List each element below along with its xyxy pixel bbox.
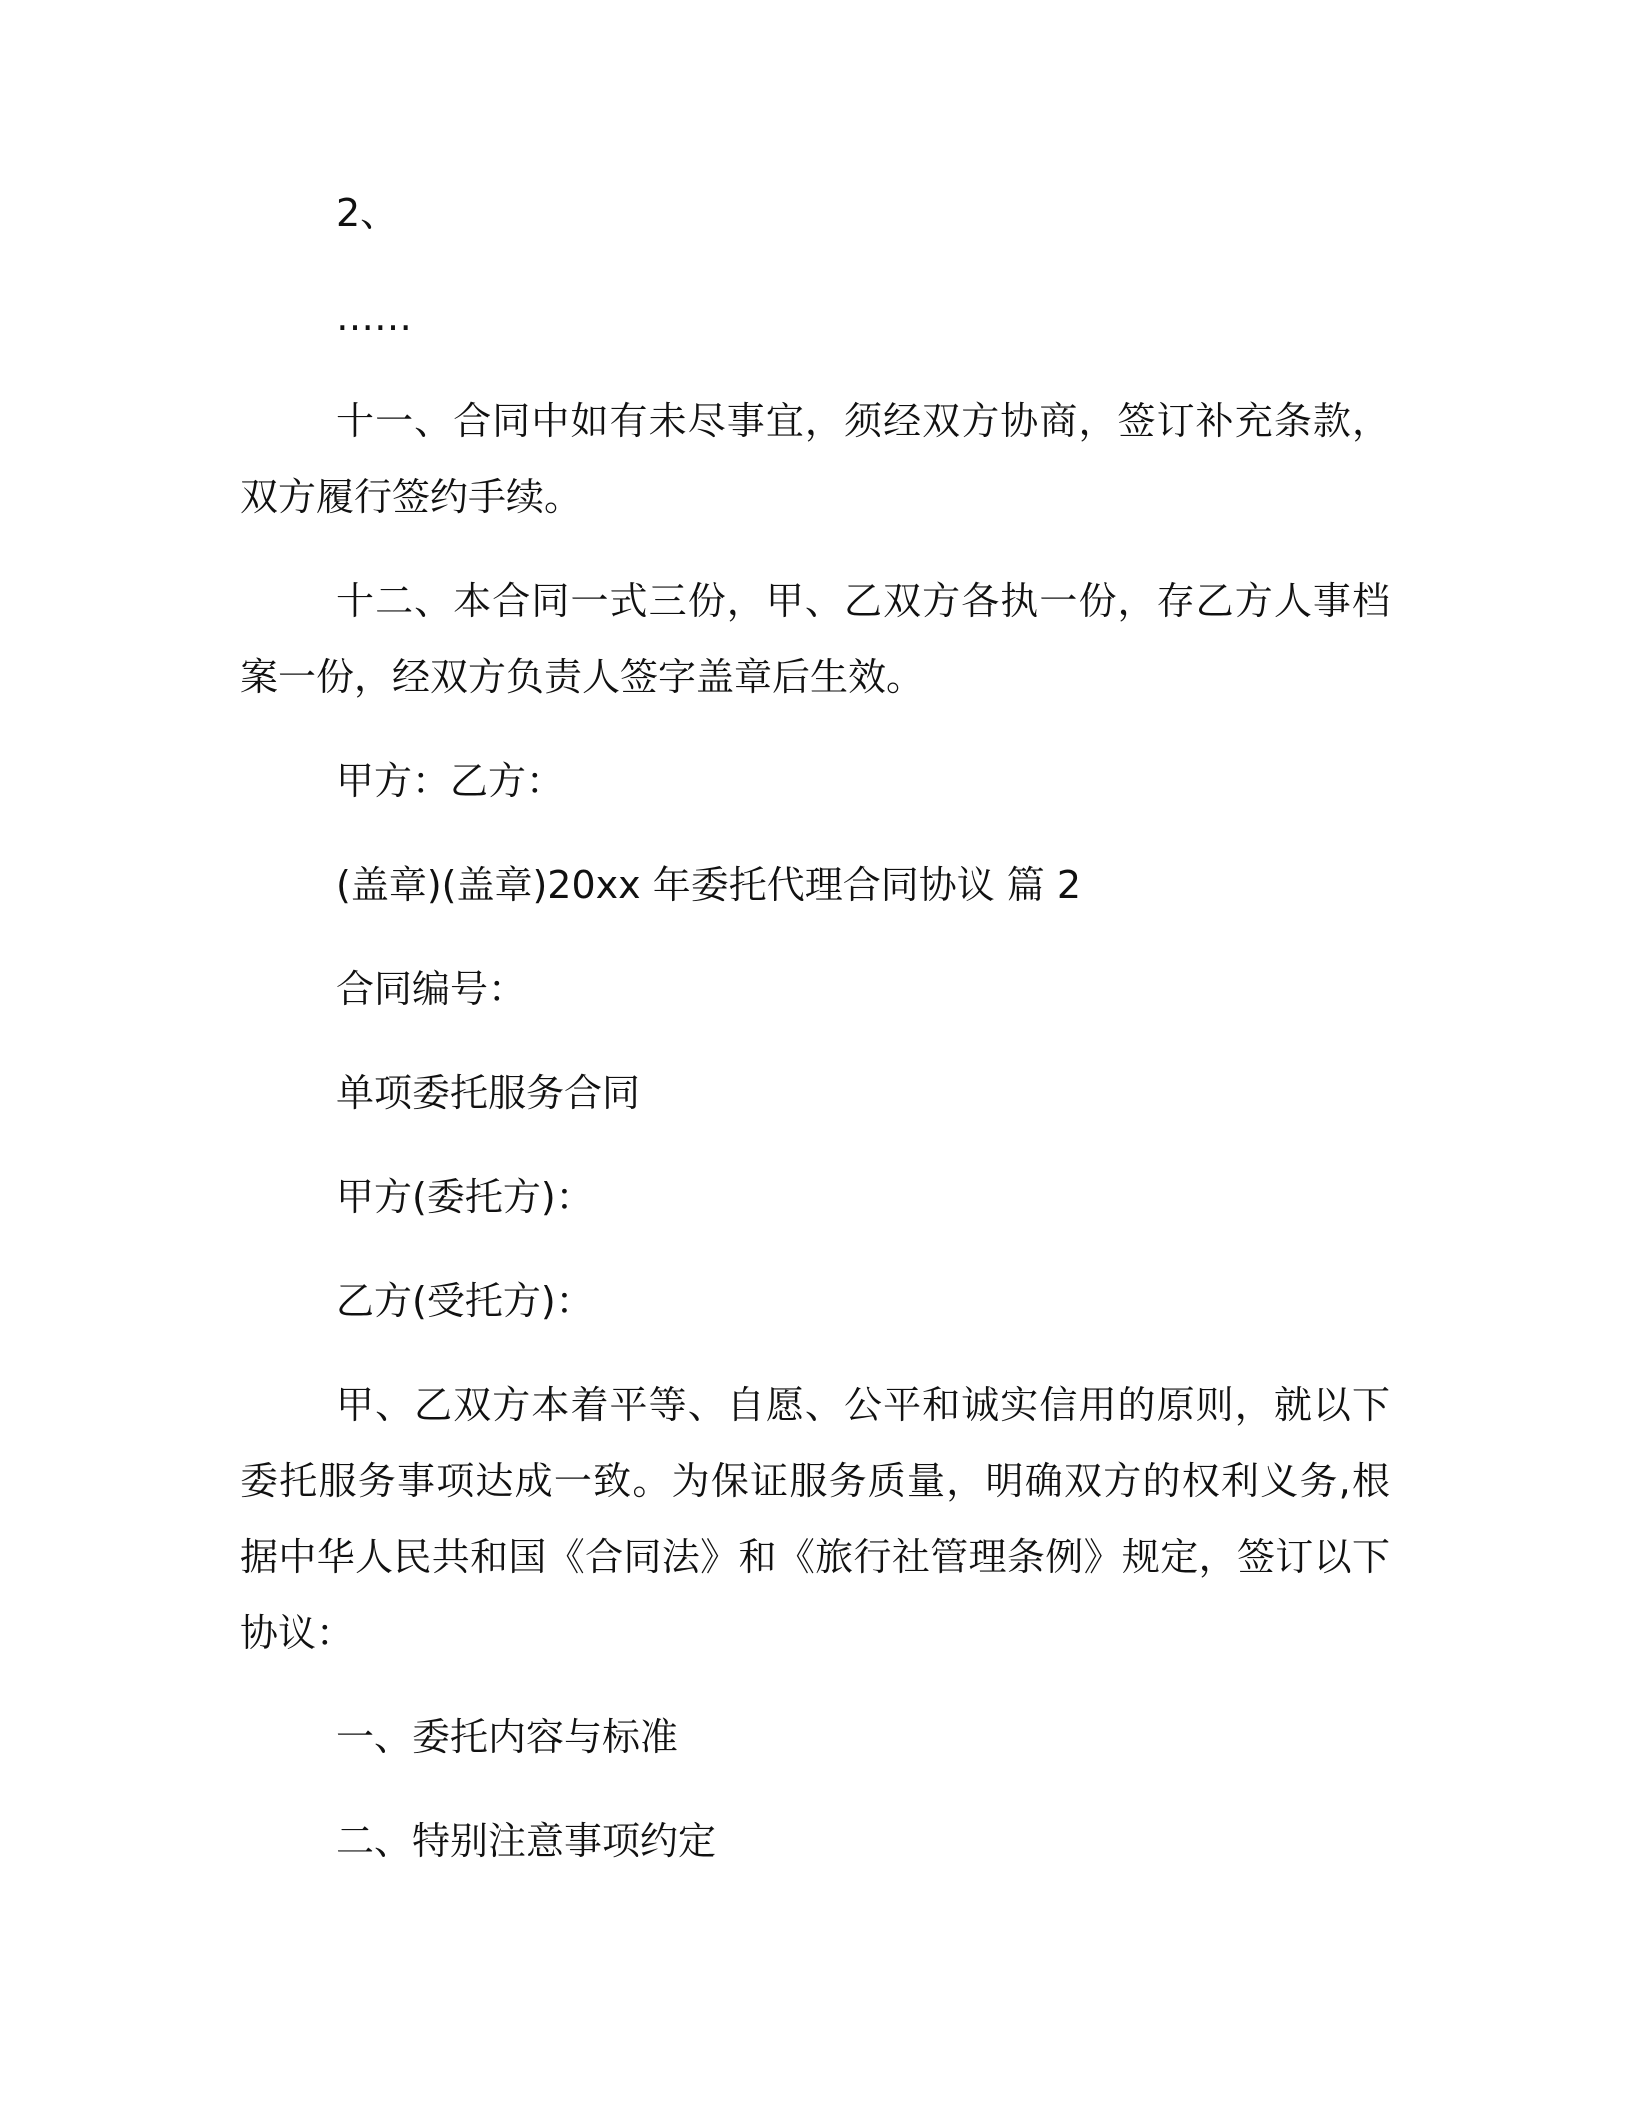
paragraph-contract-title: 单项委托服务合同 xyxy=(336,1071,641,1115)
paragraph-contract-number: 合同编号： xyxy=(336,967,527,1011)
paragraph-clause-12: 十二、本合同一式三份，甲、乙双方各执一份，存乙方人事档案一份，经双方负责人签字盖章后生效。 xyxy=(240,579,1390,699)
paragraph-item-number: 2、 xyxy=(336,191,399,235)
paragraph-party-a: 甲方(委托方)： xyxy=(336,1175,594,1219)
paragraph-clause-11: 十一、合同中如有未尽事宜，须经双方协商，签订补充条款，双方履行签约手续。 xyxy=(240,399,1390,519)
paragraph-party-b: 乙方(受托方)： xyxy=(336,1279,594,1323)
paragraph-seal-title: (盖章)(盖章)20xx 年委托代理合同协议 篇 2 xyxy=(336,863,1082,907)
paragraph-preamble: 甲、乙双方本着平等、自愿、公平和诚实信用的原则，就以下委托服务事项达成一致。为保证服务质量，明确双方的权利义务,根据中华人民共和国《合同法》和《旅行社管理条例》规定，签订以下协议： xyxy=(240,1383,1390,1655)
paragraph-section-2: 二、特别注意事项约定 xyxy=(336,1819,717,1863)
document-body xyxy=(240,175,1390,1907)
paragraph-parties: 甲方：乙方： xyxy=(336,759,565,803)
paragraph-ellipsis: …… xyxy=(336,295,412,339)
paragraph-section-1: 一、委托内容与标准 xyxy=(336,1715,679,1759)
